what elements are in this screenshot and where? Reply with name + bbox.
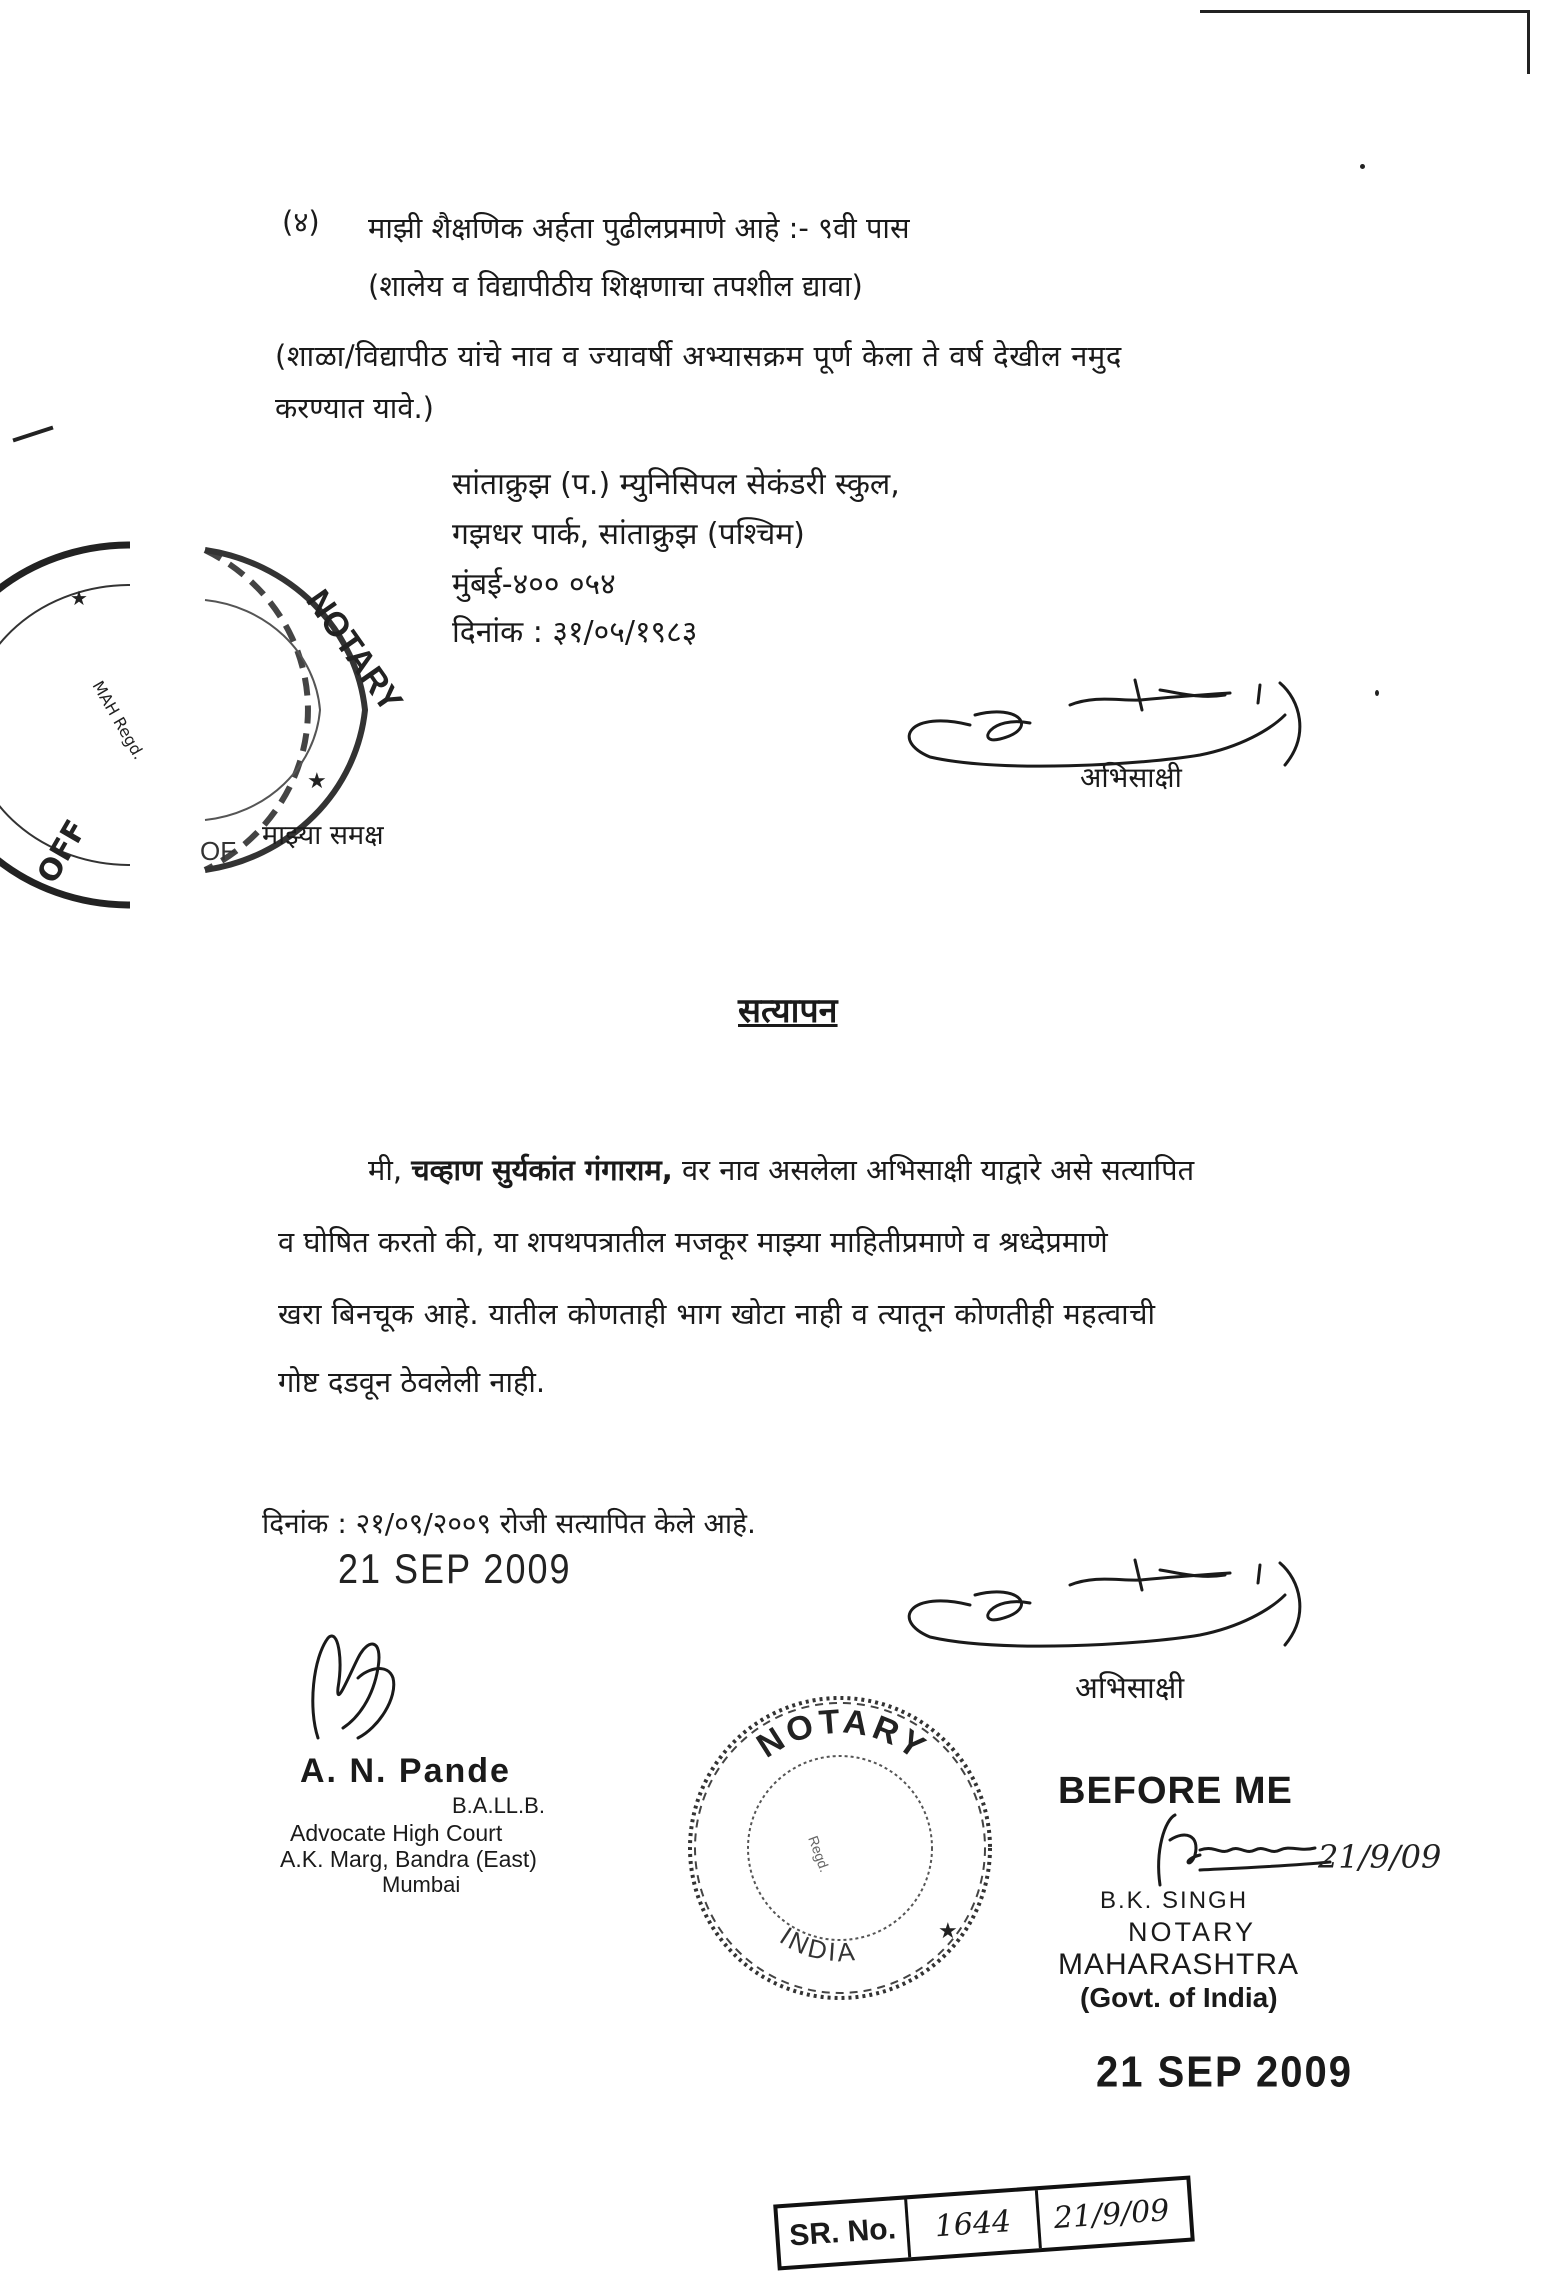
verification-date-line: दिनांक : २१/०९/२००९ रोजी सत्यापित केले आहे. <box>262 1507 756 1540</box>
scan-dot <box>1360 164 1365 169</box>
section-number: (४) <box>282 205 320 239</box>
serial-label: SR. No. <box>777 2199 910 2266</box>
deponent-label-1: अभिसाक्षी <box>1080 761 1182 794</box>
notary-signature-date: 21/9/09 <box>1318 1838 1442 1876</box>
advocate-name: A. N. Pande <box>300 1752 511 1790</box>
qualification-note: (शालेय व विद्यापीठीय शिक्षणाचा तपशील द्यावा) <box>368 269 863 303</box>
svg-text:OFF: OFF <box>30 814 95 890</box>
deponent-name: चव्हाण सुर्यकांत गंगाराम, <box>411 1153 673 1187</box>
svg-text:Regd.: Regd. <box>805 1833 833 1875</box>
notary-title: NOTARY <box>1128 1917 1257 1947</box>
serial-number: 1644 <box>907 2190 1042 2257</box>
verification-date-stamp: 21 SEP 2009 <box>338 1544 572 1592</box>
advocate-city: Mumbai <box>382 1872 461 1897</box>
notary-date-stamp: 21 SEP 2009 <box>1096 2047 1354 2097</box>
school-name: सांताक्रुझ (प.) म्युनिसिपल सेकंडरी स्कुल, <box>452 467 900 502</box>
svg-text:OF: OF <box>200 836 237 866</box>
school-date: दिनांक : ३१/०५/१९८३ <box>452 615 698 650</box>
star-icon: ★ <box>70 586 88 610</box>
svg-text:INDIA: INDIA <box>774 1920 859 1968</box>
advocate-signature <box>298 1618 408 1748</box>
advocate-degree: B.A.LL.B. <box>452 1793 545 1818</box>
svg-text:NOTARY: NOTARY <box>750 1702 935 1769</box>
verification-line-1-rest: वर नाव असलेला अभिसाक्षी याद्वारे असे सत्यापित <box>682 1153 1195 1187</box>
serial-date: 21/9/09 <box>1052 2192 1171 2236</box>
star-icon: ★ <box>307 769 327 794</box>
serial-number-box <box>773 2176 1195 2271</box>
notary-state: MAHARASHTRA <box>1058 1948 1300 1981</box>
qualification-line: माझी शैक्षणिक अर्हता पुढीलप्रमाणे आहे :- ९वी पास <box>368 211 910 245</box>
verification-heading: सत्यापन <box>738 991 838 1031</box>
notary-seal-center <box>680 1688 1000 2008</box>
verification-line-3: खरा बिनचूक आहे. यातील कोणताही भाग खोटा नाही व त्यातून कोणतीही महत्वाची <box>278 1297 1156 1331</box>
verification-prefix: मी, <box>368 1153 403 1187</box>
school-address: गझधर पार्क, सांताक्रुझ (पश्चिम) <box>452 517 805 552</box>
scan-mark-left <box>12 426 53 443</box>
school-city: मुंबई-४०० ०५४ <box>452 567 616 602</box>
scan-edge-right <box>1527 12 1530 74</box>
advocate-court: Advocate High Court <box>290 1820 503 1846</box>
deponent-label-2: अभिसाक्षी <box>1075 1671 1185 1706</box>
svg-text:MAH Regd.: MAH Regd. <box>88 677 149 763</box>
advocate-address: A.K. Marg, Bandra (East) <box>280 1846 537 1872</box>
verification-line-4: गोष्ट दडवून ठेवलेली नाही. <box>278 1365 546 1399</box>
notary-govt: (Govt. of India) <box>1080 1982 1278 2013</box>
notary-name: B.K. SINGH <box>1100 1887 1249 1914</box>
notary-seal-left-partial <box>30 545 149 905</box>
svg-text:NOTARY: NOTARY <box>298 582 410 720</box>
deponent-signature-1 <box>880 655 1380 775</box>
instruction-line-cont: करण्यात यावे.) <box>275 391 434 425</box>
instruction-line: (शाळा/विद्यापीठ यांचे नाव व ज्यावर्षी अभ्यासक्रम पूर्ण केला ते वर्ष देखील नमुद <box>275 339 1122 373</box>
before-me-label: BEFORE ME <box>1058 1770 1293 1812</box>
before-me-marathi: माझ्या समक्ष <box>262 820 384 851</box>
scan-edge-top <box>1200 10 1530 13</box>
verification-line-2: व घोषित करतो की, या शपथपत्रातील मजकूर माझ्या माहितीप्रमाणे व श्रध्देप्रमाणे <box>278 1225 1108 1259</box>
deponent-signature-2 <box>880 1535 1380 1655</box>
star-icon: ★ <box>938 1919 958 1944</box>
verification-line-1 <box>368 1150 1194 1189</box>
